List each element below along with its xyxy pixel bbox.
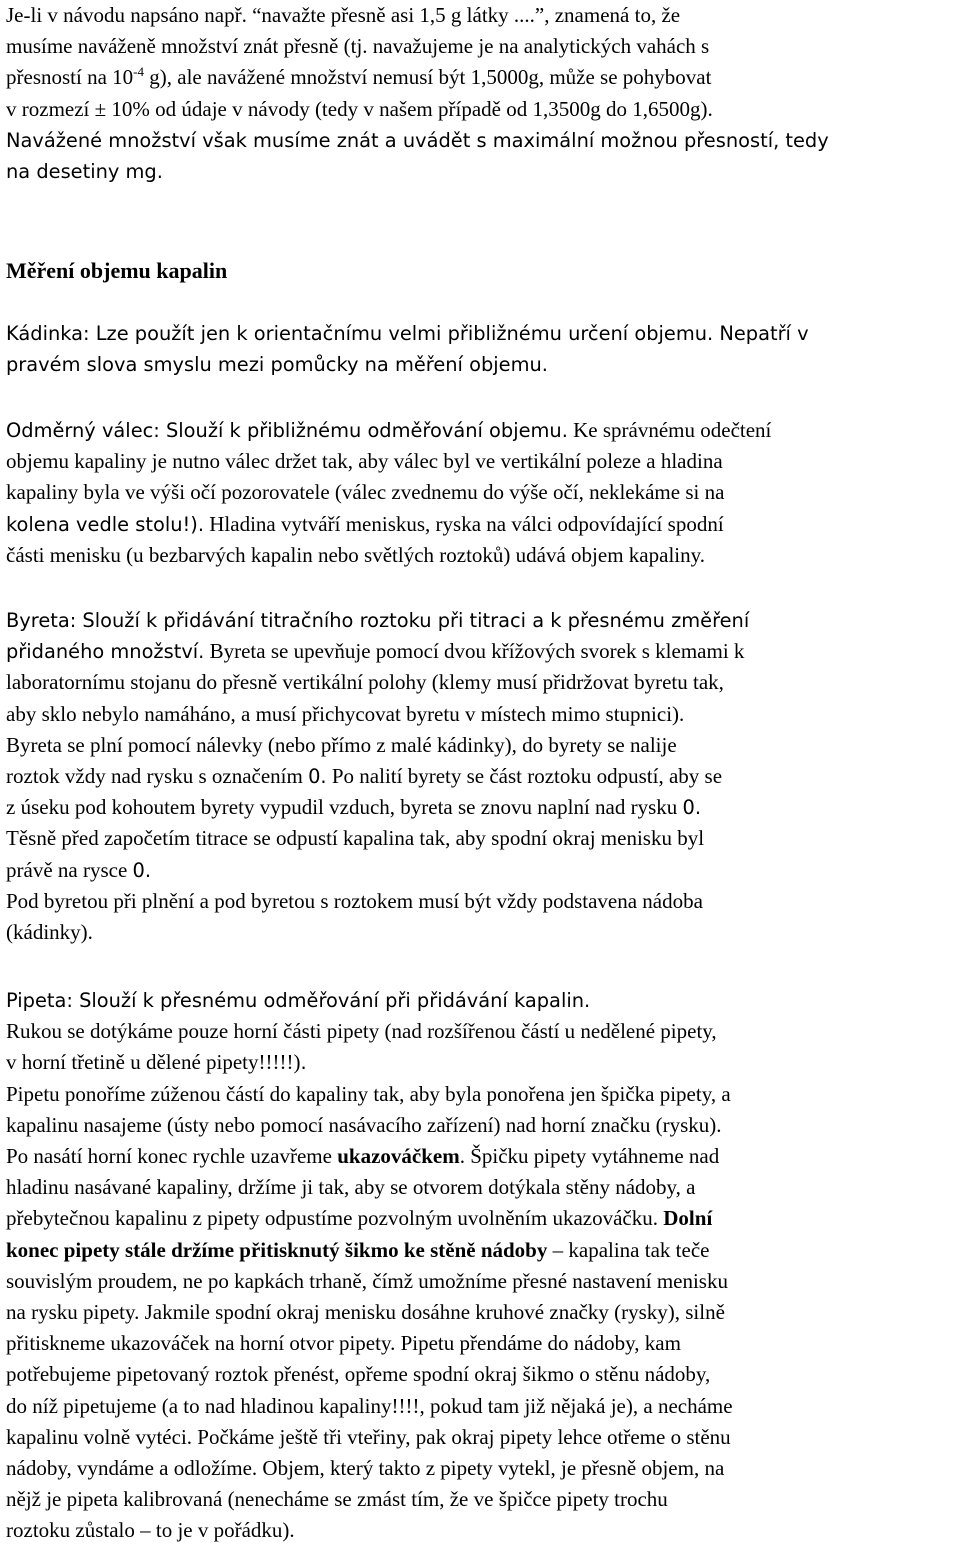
text-line: Rukou se dotýkáme pouze horní části pipety (nad rozšířenou částí u nedělené pipety, [6, 1019, 717, 1044]
text-line: roztoku zůstalo – to je v pořádku). [6, 1518, 295, 1543]
text-run: 0. [308, 765, 327, 789]
text-line: na desetiny mg. [6, 160, 163, 184]
section-heading: Měření objemu kapalin [6, 258, 228, 283]
text-line: Pipetu ponoříme zúženou částí do kapaliny tak, aby byla ponořena jen špička pipety, a [6, 1081, 731, 1106]
text-run: přebytečnou kapalinu z pipety odpustíme pozvolným uvolněním ukazováčku. [6, 1206, 664, 1231]
text-line: na rysku pipety. Jakmile spodní okraj menisku dosáhne kruhové značky (rysky), silně [6, 1300, 725, 1325]
text-run: z úseku pod kohoutem byrety vypudil vzduch, byreta se znovu naplní nad rysku [6, 795, 683, 820]
text-run: roztok vždy nad rysku s označením [6, 764, 309, 789]
text-line: potřebujeme pipetovaný roztok přenést, opřeme spodní okraj šikmo o stěnu nádoby, [6, 1362, 711, 1387]
text-line: v rozmezí ± 10% od údaje v návody (tedy v našem případě od 1,3500g do 1,6500g). [6, 96, 713, 121]
text-line: objemu kapaliny je nutno válec držet tak, aby válec byl ve vertikální poleze a hladina [6, 449, 723, 474]
text-line: části menisku (u bezbarvých kapalin nebo světlých roztoků) udává objem kapaliny. [6, 542, 705, 567]
text-line [6, 415, 958, 446]
text-line: Pipeta: Slouží k přesnému odměřování při přidávání kapalin. [6, 989, 591, 1012]
text-line [6, 636, 958, 667]
text-run: Po nasátí horní konec rychle uzavřeme [6, 1144, 338, 1169]
text-run: přidaného množství. [6, 640, 205, 664]
text-line: kapalinu nasajeme (ústy nebo pomocí nasávacího zařízení) nad horní značku (rysku). [6, 1112, 722, 1137]
text-run: Byreta se upevňuje pomocí dvou křížových svorek s klemami k [204, 639, 745, 664]
text-line: aby sklo nebylo namáháno, a musí přichycovat byretu v místech mimo stupnici). [6, 701, 685, 726]
text-line [6, 761, 958, 792]
text-line: do níž pipetujeme (a to nad hladinou kapaliny!!!!, pokud tam již nějaká je), a necháme [6, 1393, 733, 1418]
text-line: nějž je pipeta kalibrovaná (nenecháme se zmást tím, že ve špičce pipety trochu [6, 1487, 668, 1512]
text-line: přitiskneme ukazováček na horní otvor pipety. Pipetu přendáme do nádoby, kam [6, 1331, 681, 1356]
text-run: v horní třetině u dělené pipety!!!!!) [6, 1050, 301, 1075]
text-line: kapalinu volně vytéci. Počkáme ještě tři vteřiny, pak okraj pipety lehce otřeme o stěnu [6, 1424, 731, 1449]
text-line: Kádinka: Lze použít jen k orientačnímu velmi přibližnému určení objemu. Nepatří v [6, 322, 809, 345]
text-line [6, 792, 958, 823]
text-line: hladinu nasávané kapaliny, držíme ji tak, aby se otvorem dotýkala stěny nádoby, a [6, 1175, 696, 1200]
text-line: musíme naváženě množství znát přesně (tj. navažujeme je na analytických vahách s [6, 34, 710, 59]
text-line: nádoby, vyndáme a odložíme. Objem, který takto z pipety vytekl, je přesně objem, na [6, 1456, 725, 1481]
text-line: Je-li v návodu napsáno např. “navažte přesně asi 1,5 g látky ....”, znamená to, že [6, 3, 681, 27]
text-run: Odměrný válec: Slouží k přibližnému odměřování objemu. [6, 419, 568, 442]
text-line [6, 1141, 958, 1172]
text-line [6, 1047, 958, 1078]
text-line: laboratornímu stojanu do přesně vertikální polohy (klemy musí přidržovat byretu tak, [6, 670, 724, 695]
text-run: právě na rysce [6, 857, 133, 882]
intro-sans-paragraph [6, 125, 958, 187]
text-line [6, 1203, 958, 1234]
text-run: 0. [132, 858, 152, 882]
text-run: Ke správnému odečtení [567, 418, 772, 442]
text-run: . [300, 1051, 307, 1075]
text-line [6, 1235, 958, 1266]
byreta-paragraph [6, 605, 958, 948]
text-line: (kádinky). [6, 920, 93, 945]
text-run: Po nalití byrety se část roztoku odpustí, aby se [326, 764, 723, 789]
text-run: g), ale navážené množství nemusí být 1,5000g, může se pohybovat [144, 65, 712, 90]
text-line: Pod byretou při plnění a pod byretou s roztokem musí být vždy podstavena nádoba [6, 888, 703, 913]
text-line [6, 62, 958, 93]
text-line: Byreta: Slouží k přidávání titračního roztoku při titraci a k přesnému změření [6, 609, 750, 632]
bold-text: konec pipety stále držíme přitisknutý šikmo ke stěně nádoby [6, 1237, 548, 1262]
bold-text: Dolní [663, 1206, 713, 1231]
text-line: pravém slova smyslu mezi pomůcky na měření objemu. [6, 353, 548, 377]
text-run: přesností na 10 [6, 65, 134, 90]
intro-paragraph [6, 0, 958, 125]
text-run: Hladina vytváří meniskus, ryska na válci odpovídající spodní [204, 511, 724, 536]
text-line [6, 855, 958, 886]
text-line: kapaliny byla ve výši očí pozorovatele (válec zvednemu do výše očí, neklekáme si na [6, 480, 725, 505]
pipeta-paragraph [6, 985, 958, 1547]
text-run: – kapalina tak teče [547, 1237, 710, 1262]
text-run: 0. [682, 796, 702, 820]
text-run: kolena vedle stolu!). [6, 512, 204, 536]
kadinka-paragraph [6, 318, 958, 380]
text-line: souvislým proudem, ne po kapkách trhaně, čímž umožníme přesné nastavení menisku [6, 1268, 728, 1293]
bold-text: ukazováčkem [337, 1144, 460, 1169]
superscript: -4 [133, 64, 144, 80]
valec-paragraph [6, 415, 958, 571]
text-line: Byreta se plní pomocí nálevky (nebo přímo z malé kádinky), do byrety se nalije [6, 732, 677, 757]
text-line [6, 509, 958, 540]
text-line: Navážené množství však musíme znát a uvádět s maximální možnou přesností, tedy [6, 129, 829, 152]
text-run: . Špičku pipety vytáhneme nad [459, 1144, 720, 1169]
text-line: Těsně před započetím titrace se odpustí kapalina tak, aby spodní okraj menisku byl [6, 826, 705, 851]
